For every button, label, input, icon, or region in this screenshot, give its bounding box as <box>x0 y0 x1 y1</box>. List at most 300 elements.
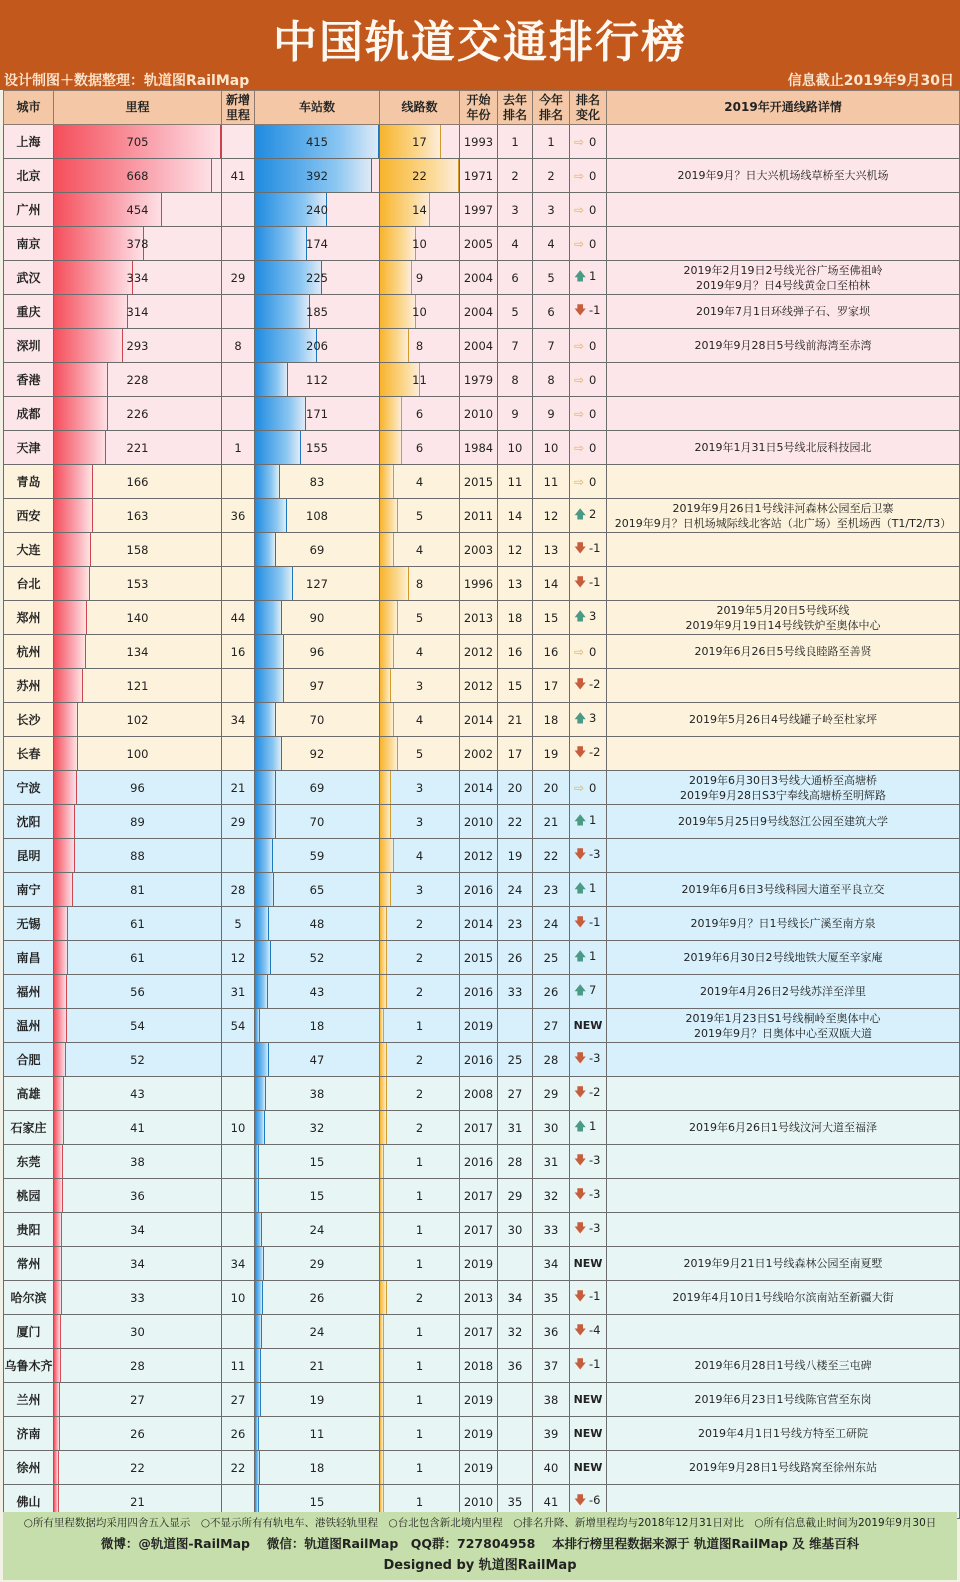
table-row <box>4 669 960 703</box>
rank-change-cell: ⇨ 0 <box>570 363 607 397</box>
city-cell: 沈阳 <box>4 805 54 839</box>
new-km-cell: 22 <box>222 1451 255 1485</box>
this-rank-cell: 2 <box>533 159 570 193</box>
last-rank-cell: 4 <box>498 227 533 261</box>
lines-bar <box>380 1247 384 1280</box>
detail-line: 2019年9月26日1号线沣河森林公园至后卫寨 <box>672 501 894 515</box>
this-rank-cell: 36 <box>533 1315 570 1349</box>
this-rank-cell: 40 <box>533 1451 570 1485</box>
detail-cell <box>607 431 960 465</box>
last-rank-cell: 18 <box>498 601 533 635</box>
stations-cell: 240 <box>255 193 380 227</box>
city-cell: 桃园 <box>4 1179 54 1213</box>
lines-bar <box>380 567 409 600</box>
km-bar <box>54 499 93 532</box>
new-km-cell: 27 <box>222 1383 255 1417</box>
lines-cell: 17 <box>380 125 460 159</box>
km-bar <box>54 261 133 294</box>
table-row <box>4 703 960 737</box>
col-last-rank: 去年 排名 <box>498 91 533 125</box>
city-cell: 石家庄 <box>4 1111 54 1145</box>
stations-bar <box>255 227 307 260</box>
table-row <box>4 431 960 465</box>
km-bar <box>54 1111 64 1144</box>
lines-cell: 2 <box>380 907 460 941</box>
lines-bar <box>380 601 398 634</box>
table-row <box>4 261 960 295</box>
stations-cell: 11 <box>255 1417 380 1451</box>
arrow-up-icon: 🡅 <box>574 813 587 827</box>
new-km-cell <box>222 227 255 261</box>
km-bar <box>54 873 73 906</box>
start-year-cell: 2017 <box>460 1111 498 1145</box>
lines-cell: 5 <box>380 499 460 533</box>
start-year-cell: 2017 <box>460 1179 498 1213</box>
new-km-cell: 28 <box>222 873 255 907</box>
detail-cell <box>607 295 960 329</box>
arrow-down-icon: 🡇 <box>574 1323 587 1337</box>
last-rank-cell: 2 <box>498 159 533 193</box>
lines-cell: 8 <box>380 567 460 601</box>
rank-change-cell: 🡅 2 <box>570 499 607 533</box>
km-cell: 668 <box>54 159 222 193</box>
arrow-same-icon: ⇨ <box>574 338 585 353</box>
footer-notes: ○所有里程数据均采用四舍五入显示 ○不显示所有有轨电车、港铁轻轨里程 ○台北包含新北境内里程 ○排名升降、新增里程均与2018年12月31日对比 ○所有信息截止时间为2019年9月30日 <box>23 1517 937 1529</box>
rank-change-cell: 🡇 -3 <box>570 839 607 873</box>
detail-cell <box>607 499 960 533</box>
last-rank-cell: 31 <box>498 1111 533 1145</box>
detail-cell <box>607 703 960 737</box>
rank-change-cell: 🡇 -2 <box>570 1077 607 1111</box>
km-cell: 54 <box>54 1009 222 1043</box>
credit-text: 设计制图＋数据整理：轨道图RailMap <box>4 73 250 89</box>
city-cell: 济南 <box>4 1417 54 1451</box>
table-row <box>4 1111 960 1145</box>
city-cell: 昆明 <box>4 839 54 873</box>
detail-cell <box>607 907 960 941</box>
start-year-cell: 2016 <box>460 975 498 1009</box>
arrow-down-icon: 🡇 <box>574 1153 587 1167</box>
detail-cell <box>607 397 960 431</box>
arrow-down-icon: 🡇 <box>574 1289 587 1303</box>
last-rank-cell: 32 <box>498 1315 533 1349</box>
last-rank-cell: 10 <box>498 431 533 465</box>
this-rank-cell: 12 <box>533 499 570 533</box>
rank-change-cell: ⇨ 0 <box>570 397 607 431</box>
table-row <box>4 1451 960 1485</box>
col-new-km: 新增 里程 <box>222 91 255 125</box>
detail-line: 2019年9月28日1号线路窝至徐州东站 <box>689 1461 877 1474</box>
table-row <box>4 1043 960 1077</box>
arrow-down-icon: 🡇 <box>574 677 587 691</box>
new-km-cell: 31 <box>222 975 255 1009</box>
lines-cell: 1 <box>380 1213 460 1247</box>
km-bar <box>54 771 77 804</box>
stations-bar <box>255 465 280 498</box>
arrow-down-icon: 🡇 <box>574 1051 587 1065</box>
last-rank-cell: 3 <box>498 193 533 227</box>
km-cell: 226 <box>54 397 222 431</box>
arrow-down-icon: 🡇 <box>574 1493 587 1507</box>
last-rank-cell: 23 <box>498 907 533 941</box>
stations-cell: 38 <box>255 1077 380 1111</box>
start-year-cell: 2014 <box>460 771 498 805</box>
stations-bar <box>255 1451 260 1484</box>
arrow-up-icon: 🡅 <box>574 881 587 895</box>
start-year-cell: 2004 <box>460 261 498 295</box>
detail-line: 2019年6月28日1号线八楼至三屯碑 <box>694 1359 872 1372</box>
last-rank-cell <box>498 1247 533 1281</box>
last-rank-cell: 5 <box>498 295 533 329</box>
this-rank-cell: 35 <box>533 1281 570 1315</box>
table-row <box>4 975 960 1009</box>
rank-change-cell: 🡇 -1 <box>570 295 607 329</box>
this-rank-cell: 26 <box>533 975 570 1009</box>
table-row <box>4 771 960 805</box>
new-km-cell: 11 <box>222 1349 255 1383</box>
rank-change-cell: 🡅 1 <box>570 1111 607 1145</box>
start-year-cell: 2016 <box>460 873 498 907</box>
stations-bar <box>255 941 271 974</box>
this-rank-cell: 19 <box>533 737 570 771</box>
new-km-cell: 41 <box>222 159 255 193</box>
detail-line: 2019年4月26日2号线苏洋至洋里 <box>700 985 866 998</box>
km-cell: 33 <box>54 1281 222 1315</box>
stations-bar <box>255 1009 260 1042</box>
last-rank-cell: 30 <box>498 1213 533 1247</box>
city-cell: 福州 <box>4 975 54 1009</box>
stations-cell: 15 <box>255 1485 380 1519</box>
lines-bar <box>380 941 387 974</box>
new-km-cell <box>222 1077 255 1111</box>
table-row <box>4 1077 960 1111</box>
this-rank-cell: 37 <box>533 1349 570 1383</box>
detail-line: 2019年9月28日S3宁奉线高塘桥至明辉路 <box>680 788 886 802</box>
km-bar <box>54 567 90 600</box>
stations-cell: 96 <box>255 635 380 669</box>
km-cell: 26 <box>54 1417 222 1451</box>
stations-cell: 92 <box>255 737 380 771</box>
last-rank-cell: 33 <box>498 975 533 1009</box>
rank-change-cell: 🡅 1 <box>570 873 607 907</box>
detail-line: 2019年6月26日1号线汶河大道至福泽 <box>689 1121 877 1134</box>
arrow-same-icon: ⇨ <box>574 644 585 659</box>
table-row <box>4 601 960 635</box>
new-km-cell: 10 <box>222 1281 255 1315</box>
new-km-cell: 12 <box>222 941 255 975</box>
detail-cell <box>607 839 960 873</box>
arrow-down-icon: 🡇 <box>574 915 587 929</box>
arrow-up-icon: 🡅 <box>574 507 587 521</box>
detail-cell <box>607 567 960 601</box>
new-badge: NEW <box>573 1019 603 1032</box>
lines-cell: 1 <box>380 1315 460 1349</box>
rank-change-cell: 🡇 -1 <box>570 1349 607 1383</box>
this-rank-cell: 5 <box>533 261 570 295</box>
km-bar <box>54 669 83 702</box>
detail-cell <box>607 1077 960 1111</box>
rank-change-cell: 🡇 -1 <box>570 533 607 567</box>
lines-bar <box>380 465 394 498</box>
stations-bar <box>255 669 284 702</box>
col-detail: 2019年开通线路详情 <box>607 91 960 125</box>
this-rank-cell: 1 <box>533 125 570 159</box>
table-row <box>4 125 960 159</box>
rank-change-cell <box>570 1451 607 1485</box>
this-rank-cell: 18 <box>533 703 570 737</box>
new-km-cell <box>222 193 255 227</box>
new-km-cell <box>222 669 255 703</box>
km-bar <box>54 397 108 430</box>
km-cell: 166 <box>54 465 222 499</box>
lines-cell: 3 <box>380 771 460 805</box>
arrow-down-icon: 🡇 <box>574 303 587 317</box>
stations-bar <box>255 1213 262 1246</box>
start-year-cell: 2014 <box>460 703 498 737</box>
rank-change-cell: 🡅 1 <box>570 805 607 839</box>
arrow-up-icon: 🡅 <box>574 609 587 623</box>
new-km-cell: 8 <box>222 329 255 363</box>
lines-bar <box>380 125 441 158</box>
detail-line: 2019年5月26日4号线罐子岭至杜家坪 <box>689 713 877 726</box>
detail-cell <box>607 329 960 363</box>
km-bar <box>54 1145 63 1178</box>
stations-bar <box>255 1247 264 1280</box>
start-year-cell: 2017 <box>460 1213 498 1247</box>
last-rank-cell <box>498 1417 533 1451</box>
lines-bar <box>380 907 387 940</box>
city-cell: 南宁 <box>4 873 54 907</box>
stations-cell: 47 <box>255 1043 380 1077</box>
this-rank-cell: 4 <box>533 227 570 261</box>
table-row <box>4 635 960 669</box>
km-bar <box>54 1213 62 1246</box>
start-year-cell: 2013 <box>460 601 498 635</box>
detail-line: 2019年9月？日奥体中心至双瓯大道 <box>694 1026 872 1040</box>
km-bar <box>54 601 87 634</box>
rank-change-cell: ⇨ 0 <box>570 125 607 159</box>
this-rank-cell: 41 <box>533 1485 570 1519</box>
stations-cell: 185 <box>255 295 380 329</box>
city-cell: 南昌 <box>4 941 54 975</box>
ranking-table <box>3 90 960 1519</box>
km-cell: 28 <box>54 1349 222 1383</box>
new-km-cell: 26 <box>222 1417 255 1451</box>
city-cell: 广州 <box>4 193 54 227</box>
new-km-cell <box>222 1145 255 1179</box>
lines-cell: 8 <box>380 329 460 363</box>
arrow-down-icon: 🡇 <box>574 1357 587 1371</box>
table-row <box>4 1213 960 1247</box>
this-rank-cell: 24 <box>533 907 570 941</box>
km-bar <box>54 975 67 1008</box>
detail-cell <box>607 975 960 1009</box>
lines-bar <box>380 227 416 260</box>
new-km-cell: 29 <box>222 261 255 295</box>
stations-cell: 18 <box>255 1451 380 1485</box>
col-km: 里程 <box>54 91 222 125</box>
lines-bar <box>380 499 398 532</box>
km-bar <box>54 295 128 328</box>
lines-cell: 2 <box>380 1077 460 1111</box>
detail-cell <box>607 873 960 907</box>
new-km-cell <box>222 397 255 431</box>
last-rank-cell <box>498 1009 533 1043</box>
km-cell: 41 <box>54 1111 222 1145</box>
last-rank-cell: 36 <box>498 1349 533 1383</box>
km-bar <box>54 1009 67 1042</box>
start-year-cell: 2016 <box>460 1145 498 1179</box>
this-rank-cell: 9 <box>533 397 570 431</box>
km-bar <box>54 839 75 872</box>
city-cell: 北京 <box>4 159 54 193</box>
detail-line: 2019年1月23日S1号线桐岭至奥体中心 <box>685 1011 881 1025</box>
km-bar <box>54 363 108 396</box>
lines-bar <box>380 737 398 770</box>
start-year-cell: 2010 <box>460 1485 498 1519</box>
km-cell: 89 <box>54 805 222 839</box>
table-row <box>4 907 960 941</box>
start-year-cell: 2014 <box>460 907 498 941</box>
city-cell: 宁波 <box>4 771 54 805</box>
stations-cell: 52 <box>255 941 380 975</box>
last-rank-cell: 7 <box>498 329 533 363</box>
km-cell: 61 <box>54 907 222 941</box>
arrow-up-icon: 🡅 <box>574 949 587 963</box>
lines-bar <box>380 1383 384 1416</box>
detail-cell <box>607 1451 960 1485</box>
rank-change-cell: ⇨ 0 <box>570 193 607 227</box>
city-cell: 长沙 <box>4 703 54 737</box>
city-cell: 佛山 <box>4 1485 54 1519</box>
km-cell: 96 <box>54 771 222 805</box>
stations-bar <box>255 771 276 804</box>
col-this-rank: 今年 排名 <box>533 91 570 125</box>
lines-cell: 5 <box>380 601 460 635</box>
lines-cell: 10 <box>380 227 460 261</box>
km-cell: 163 <box>54 499 222 533</box>
lines-cell: 1 <box>380 1179 460 1213</box>
last-rank-cell: 6 <box>498 261 533 295</box>
city-cell: 东莞 <box>4 1145 54 1179</box>
last-rank-cell: 12 <box>498 533 533 567</box>
detail-cell <box>607 1349 960 1383</box>
last-rank-cell: 8 <box>498 363 533 397</box>
start-year-cell: 2010 <box>460 397 498 431</box>
km-cell: 378 <box>54 227 222 261</box>
arrow-up-icon: 🡅 <box>574 269 587 283</box>
table-row <box>4 1009 960 1043</box>
lines-bar <box>380 329 409 362</box>
stations-bar <box>255 397 306 430</box>
this-rank-cell: 10 <box>533 431 570 465</box>
lines-bar <box>380 261 412 294</box>
detail-line: 2019年4月1日1号线方特至工研院 <box>698 1427 868 1440</box>
city-cell: 香港 <box>4 363 54 397</box>
detail-cell <box>607 1111 960 1145</box>
lines-cell: 4 <box>380 839 460 873</box>
start-year-cell: 1984 <box>460 431 498 465</box>
arrow-up-icon: 🡅 <box>574 983 587 997</box>
detail-cell <box>607 1179 960 1213</box>
lines-cell: 4 <box>380 703 460 737</box>
start-year-cell: 2019 <box>460 1009 498 1043</box>
km-bar <box>54 1315 61 1348</box>
title-banner <box>0 0 960 90</box>
last-rank-cell: 14 <box>498 499 533 533</box>
start-year-cell: 2012 <box>460 669 498 703</box>
city-cell: 西安 <box>4 499 54 533</box>
stations-cell: 43 <box>255 975 380 1009</box>
km-cell: 314 <box>54 295 222 329</box>
table-row <box>4 1247 960 1281</box>
last-rank-cell: 11 <box>498 465 533 499</box>
table-row <box>4 1315 960 1349</box>
km-bar <box>54 1179 63 1212</box>
lines-bar <box>380 533 394 566</box>
table-row <box>4 159 960 193</box>
start-year-cell: 2004 <box>460 295 498 329</box>
lines-cell: 6 <box>380 397 460 431</box>
this-rank-cell: 29 <box>533 1077 570 1111</box>
stations-cell: 18 <box>255 1009 380 1043</box>
rank-change-cell: 🡅 1 <box>570 261 607 295</box>
last-rank-cell: 28 <box>498 1145 533 1179</box>
table-row <box>4 193 960 227</box>
start-year-cell: 1979 <box>460 363 498 397</box>
stations-cell: 415 <box>255 125 380 159</box>
lines-cell: 5 <box>380 737 460 771</box>
lines-cell: 2 <box>380 975 460 1009</box>
this-rank-cell: 23 <box>533 873 570 907</box>
stations-cell: 69 <box>255 771 380 805</box>
rank-change-cell <box>570 1009 607 1043</box>
last-rank-cell: 21 <box>498 703 533 737</box>
detail-cell <box>607 227 960 261</box>
stations-cell: 171 <box>255 397 380 431</box>
table-row <box>4 295 960 329</box>
detail-cell <box>607 669 960 703</box>
lines-bar <box>380 805 391 838</box>
start-year-cell: 2015 <box>460 465 498 499</box>
last-rank-cell: 9 <box>498 397 533 431</box>
table-row <box>4 397 960 431</box>
new-km-cell <box>222 533 255 567</box>
lines-cell: 1 <box>380 1247 460 1281</box>
this-rank-cell: 22 <box>533 839 570 873</box>
last-rank-cell: 27 <box>498 1077 533 1111</box>
stations-cell: 225 <box>255 261 380 295</box>
km-cell: 36 <box>54 1179 222 1213</box>
start-year-cell: 2003 <box>460 533 498 567</box>
start-year-cell: 2015 <box>460 941 498 975</box>
table-row <box>4 1145 960 1179</box>
lines-bar <box>380 1145 384 1178</box>
city-cell: 上海 <box>4 125 54 159</box>
last-rank-cell: 19 <box>498 839 533 873</box>
this-rank-cell: 13 <box>533 533 570 567</box>
new-km-cell <box>222 737 255 771</box>
city-cell: 徐州 <box>4 1451 54 1485</box>
last-rank-cell: 24 <box>498 873 533 907</box>
this-rank-cell: 8 <box>533 363 570 397</box>
start-year-cell: 2010 <box>460 805 498 839</box>
lines-cell: 2 <box>380 941 460 975</box>
km-cell: 34 <box>54 1247 222 1281</box>
this-rank-cell: 30 <box>533 1111 570 1145</box>
new-km-cell <box>222 839 255 873</box>
last-rank-cell: 1 <box>498 125 533 159</box>
